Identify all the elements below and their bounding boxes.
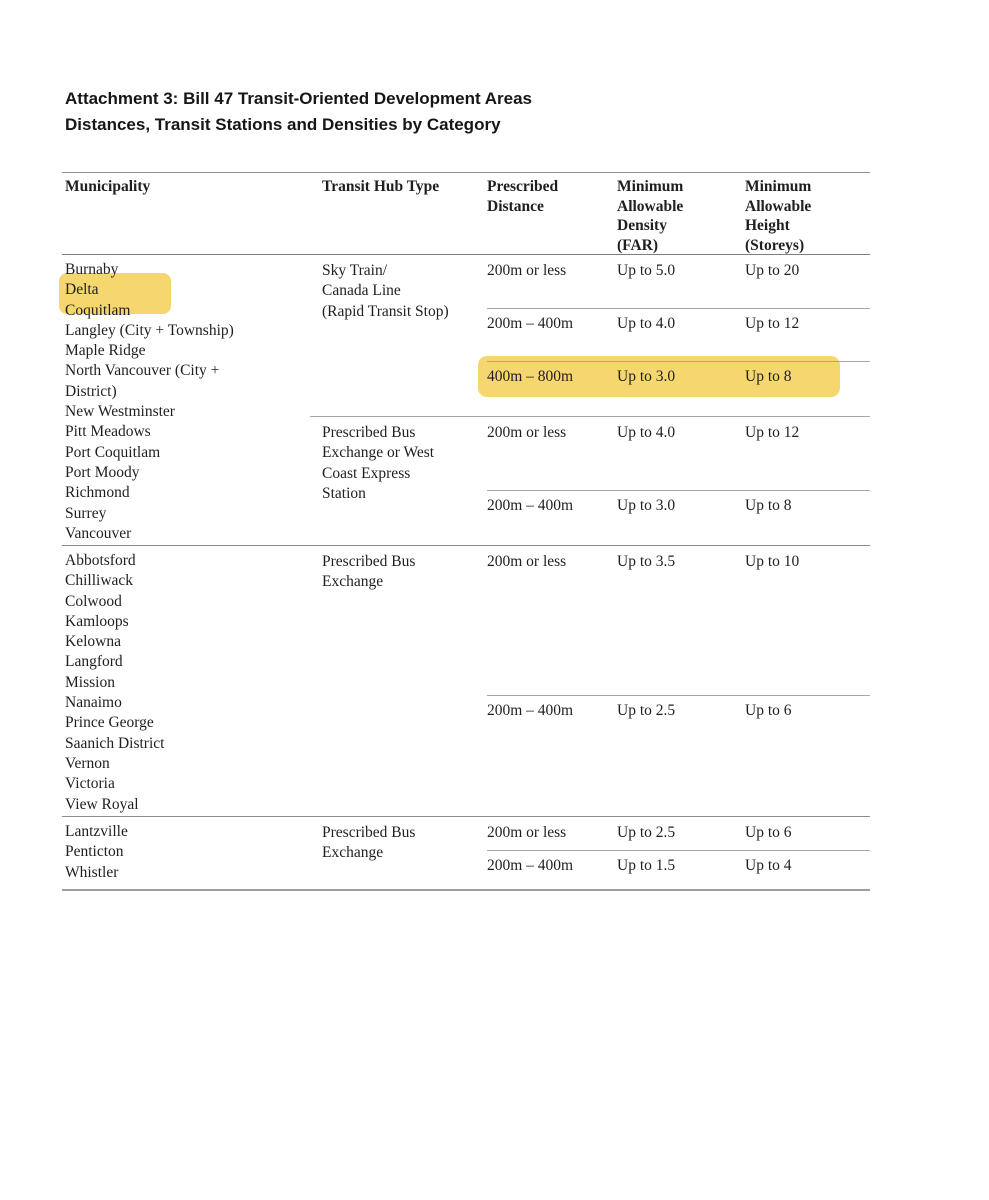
header-line: Density xyxy=(617,217,667,234)
municipality-name: View Royal xyxy=(65,795,139,813)
hub-line: Exchange xyxy=(322,573,384,591)
distance-rows xyxy=(487,255,870,416)
municipality-name-highlighted: Coquitlam xyxy=(65,301,131,319)
table-row xyxy=(487,850,870,889)
header-transit-hub-type: Transit Hub Type xyxy=(322,178,440,195)
municipality-name: Port Coquitlam xyxy=(65,443,161,461)
municipality-name: Maple Ridge xyxy=(65,342,146,360)
municipality-name: Penticton xyxy=(65,843,124,861)
header-line: Allowable xyxy=(617,197,684,215)
transit-hub-type-cell xyxy=(310,255,487,416)
municipality-name: Langley (City + Township) xyxy=(65,321,234,339)
header-minimum-density xyxy=(617,177,745,254)
height-cell: Up to 20 xyxy=(745,262,800,279)
header-minimum-height xyxy=(745,177,870,254)
header-line: Minimum xyxy=(745,178,812,195)
height-cell: Up to 6 xyxy=(745,824,792,841)
height-cell: Up to 10 xyxy=(745,553,800,570)
transit-hub-type-cell xyxy=(310,417,487,545)
hub-line: Station xyxy=(322,484,366,502)
hub-line: (Rapid Transit Stop) xyxy=(322,302,449,320)
municipality-cell xyxy=(62,255,310,545)
distance-rows xyxy=(487,546,870,816)
section-detail xyxy=(310,255,870,545)
municipality-name: Colwood xyxy=(65,592,122,610)
hub-line: Sky Train/ xyxy=(322,262,388,279)
municipality-name: Port Moody xyxy=(65,463,140,481)
municipality-name: Nanaimo xyxy=(65,694,122,712)
table-row xyxy=(487,490,870,545)
section-detail xyxy=(310,817,870,889)
hub-line: Exchange xyxy=(322,844,384,862)
distance-cell: 200m – 400m xyxy=(487,857,574,874)
municipality-name-highlighted: Delta xyxy=(65,281,99,299)
municipality-name: Richmond xyxy=(65,484,130,502)
distance-cell: 200m or less xyxy=(487,553,567,570)
hub-group-skytrain xyxy=(310,255,870,416)
density-cell: Up to 2.5 xyxy=(617,824,676,841)
header-line: Minimum xyxy=(617,178,684,195)
hub-line: Exchange or West xyxy=(322,444,435,462)
hub-line: Canada Line xyxy=(322,282,401,300)
municipality-name: Vernon xyxy=(65,754,110,772)
header-line: Allowable xyxy=(745,197,812,215)
density-cell: Up to 2.5 xyxy=(617,702,676,719)
municipality-name: Mission xyxy=(65,673,115,691)
table-row-highlighted xyxy=(487,361,870,416)
hub-group-bus-exchange xyxy=(310,817,870,889)
hub-line: Prescribed Bus xyxy=(322,424,416,441)
table-row xyxy=(487,695,870,816)
table-row xyxy=(487,546,870,695)
distance-cell: 200m or less xyxy=(487,424,567,441)
distance-cell: 200m – 400m xyxy=(487,315,574,332)
page-title xyxy=(65,86,532,138)
table-section-metro xyxy=(62,255,870,545)
header-line: Distance xyxy=(487,197,544,215)
municipality-name: Chilliwack xyxy=(65,572,134,590)
height-cell: Up to 8 xyxy=(745,368,792,385)
municipality-name: Saanich District xyxy=(65,734,165,752)
header-line: (FAR) xyxy=(617,236,659,254)
municipality-name: Langford xyxy=(65,653,123,671)
header-prescribed-distance xyxy=(487,177,617,254)
transit-hub-type-cell xyxy=(310,546,487,816)
distance-cell: 200m – 400m xyxy=(487,702,574,719)
municipality-name: Burnaby xyxy=(65,261,119,278)
municipality-name: New Westminster xyxy=(65,403,175,421)
header-line: Prescribed xyxy=(487,178,559,195)
municipality-cell xyxy=(62,817,310,889)
density-cell: Up to 5.0 xyxy=(617,262,676,279)
municipality-name: Kelowna xyxy=(65,633,121,651)
hub-group-bus-exchange-wce xyxy=(310,416,870,545)
municipality-name: Victoria xyxy=(65,775,115,793)
municipality-name: Abbotsford xyxy=(65,552,136,569)
tod-areas-table xyxy=(62,172,870,891)
distance-rows xyxy=(487,417,870,545)
municipality-name: Vancouver xyxy=(65,524,132,542)
height-cell: Up to 4 xyxy=(745,857,792,874)
transit-hub-type-cell xyxy=(310,817,487,889)
municipality-name: District) xyxy=(65,382,117,400)
header-line: (Storeys) xyxy=(745,236,805,254)
hub-group-bus-exchange xyxy=(310,546,870,816)
hub-line: Prescribed Bus xyxy=(322,824,416,841)
height-cell: Up to 6 xyxy=(745,702,792,719)
municipality-name: Whistler xyxy=(65,863,119,881)
distance-cell: 200m or less xyxy=(487,262,567,279)
distance-cell: 200m or less xyxy=(487,824,567,841)
height-cell: Up to 12 xyxy=(745,315,800,332)
hub-line: Prescribed Bus xyxy=(322,553,416,570)
density-cell: Up to 4.0 xyxy=(617,424,676,441)
density-cell: Up to 3.0 xyxy=(617,368,676,385)
table-row xyxy=(487,817,870,850)
height-cell: Up to 12 xyxy=(745,424,800,441)
municipality-name: Lantzville xyxy=(65,823,128,840)
hub-line: Coast Express xyxy=(322,464,411,482)
header-line: Height xyxy=(745,217,790,234)
table-row xyxy=(487,308,870,361)
header-municipality: Municipality xyxy=(65,178,151,195)
municipality-name: Kamloops xyxy=(65,612,129,630)
table-header-row xyxy=(62,173,870,255)
table-row xyxy=(487,417,870,490)
density-cell: Up to 1.5 xyxy=(617,857,676,874)
distance-rows xyxy=(487,817,870,889)
table-section-small xyxy=(62,816,870,889)
height-cell: Up to 8 xyxy=(745,497,792,514)
municipality-name: Surrey xyxy=(65,504,107,522)
table-section-regional xyxy=(62,545,870,816)
distance-cell: 400m – 800m xyxy=(487,368,574,385)
density-cell: Up to 3.5 xyxy=(617,553,676,570)
section-detail xyxy=(310,546,870,816)
density-cell: Up to 4.0 xyxy=(617,315,676,332)
municipality-name: Prince George xyxy=(65,714,154,732)
table-row xyxy=(487,255,870,308)
municipality-name: North Vancouver (City + xyxy=(65,362,220,380)
page-title-line-2: Distances, Transit Stations and Densities by Category xyxy=(65,115,501,134)
municipality-cell xyxy=(62,546,310,816)
municipality-name: Pitt Meadows xyxy=(65,423,151,441)
density-cell: Up to 3.0 xyxy=(617,497,676,514)
distance-cell: 200m – 400m xyxy=(487,497,574,514)
page-title-line-1: Attachment 3: Bill 47 Transit-Oriented Development Areas xyxy=(65,89,532,108)
